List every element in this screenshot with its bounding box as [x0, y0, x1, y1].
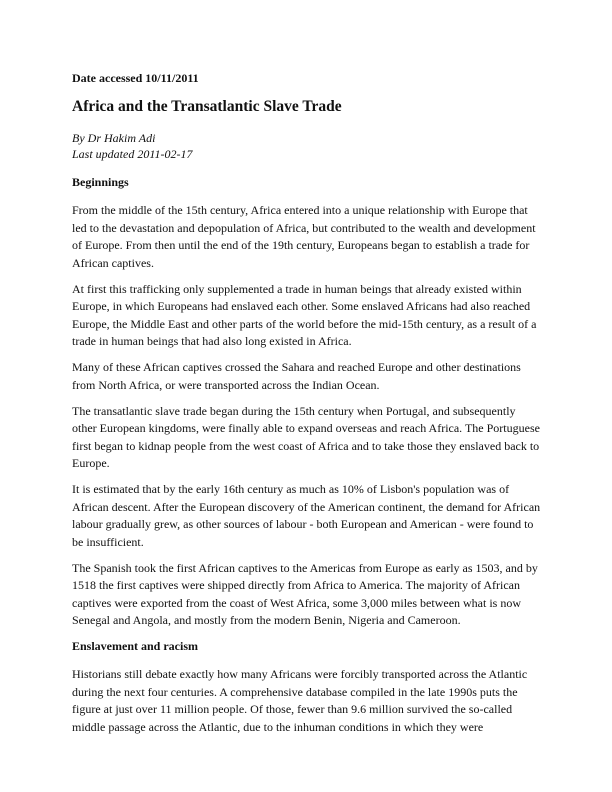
paragraph: At first this trafficking only supplemented a trade in human beings that already existed within Europe, in which Europeans had enslaved each other. Some enslaved Africans had also reached Europe, the Middle East and other parts of the world before the mid-15th century, as a result of a trade in human beings that had also long existed in Africa.	[72, 281, 537, 348]
section-heading-enslavement: Enslavement and racism	[72, 639, 198, 653]
paragraph: Many of these African captives crossed the Sahara and reached Europe and other destinations from North Africa, or were transported across the Indian Ocean.	[72, 360, 521, 392]
author-byline: By Dr Hakim Adi	[72, 131, 156, 145]
paragraph: The Spanish took the first African captives to the Americas from Europe as early as 1503, and by 1518 the first captives were shipped directly from Africa to America. The majority of African captives were exported from the coast of West Africa, some 3,000 miles between what is now Senegal and Angola, and mostly from the modern Benin, Nigeria and Cameroon.	[72, 560, 538, 627]
article-title: Africa and the Transatlantic Slave Trade	[72, 98, 342, 115]
paragraph: Historians still debate exactly how many Africans were forcibly transported across the Atlantic during the next four centuries. A comprehensive database compiled in the late 1990s puts the figure at just over 11 million people. Of those, fewer than 9.6 million survived the so-called middle passage across the Atlantic, due to the inhuman conditions in which they were	[72, 667, 528, 734]
paragraph: From the middle of the 15th century, Africa entered into a unique relationship with Europe that led to the devastation and depopulation of Africa, but contributed to the wealth and development of Europe. From then until the end of the 19th century, Europeans began to establish a trade for African captives.	[72, 203, 536, 270]
section-heading-beginnings: Beginnings	[72, 175, 129, 189]
paragraph: The transatlantic slave trade began during the 15th century when Portugal, and subsequently other European kingdoms, were finally able to expand overseas and reach Africa. The Portuguese first began to kidnap people from the west coast of Africa and to take those they enslaved back to Europe.	[72, 403, 540, 470]
date-accessed: Date accessed 10/11/2011	[72, 71, 199, 85]
last-updated: Last updated 2011-02-17	[72, 147, 193, 161]
paragraph: It is estimated that by the early 16th century as much as 10% of Lisbon's population was of African descent. After the European discovery of the American continent, the demand for African labour gradually grew, as other sources of labour - both European and American - were found to be insufficient.	[72, 482, 541, 549]
document-page	[72, 70, 542, 745]
